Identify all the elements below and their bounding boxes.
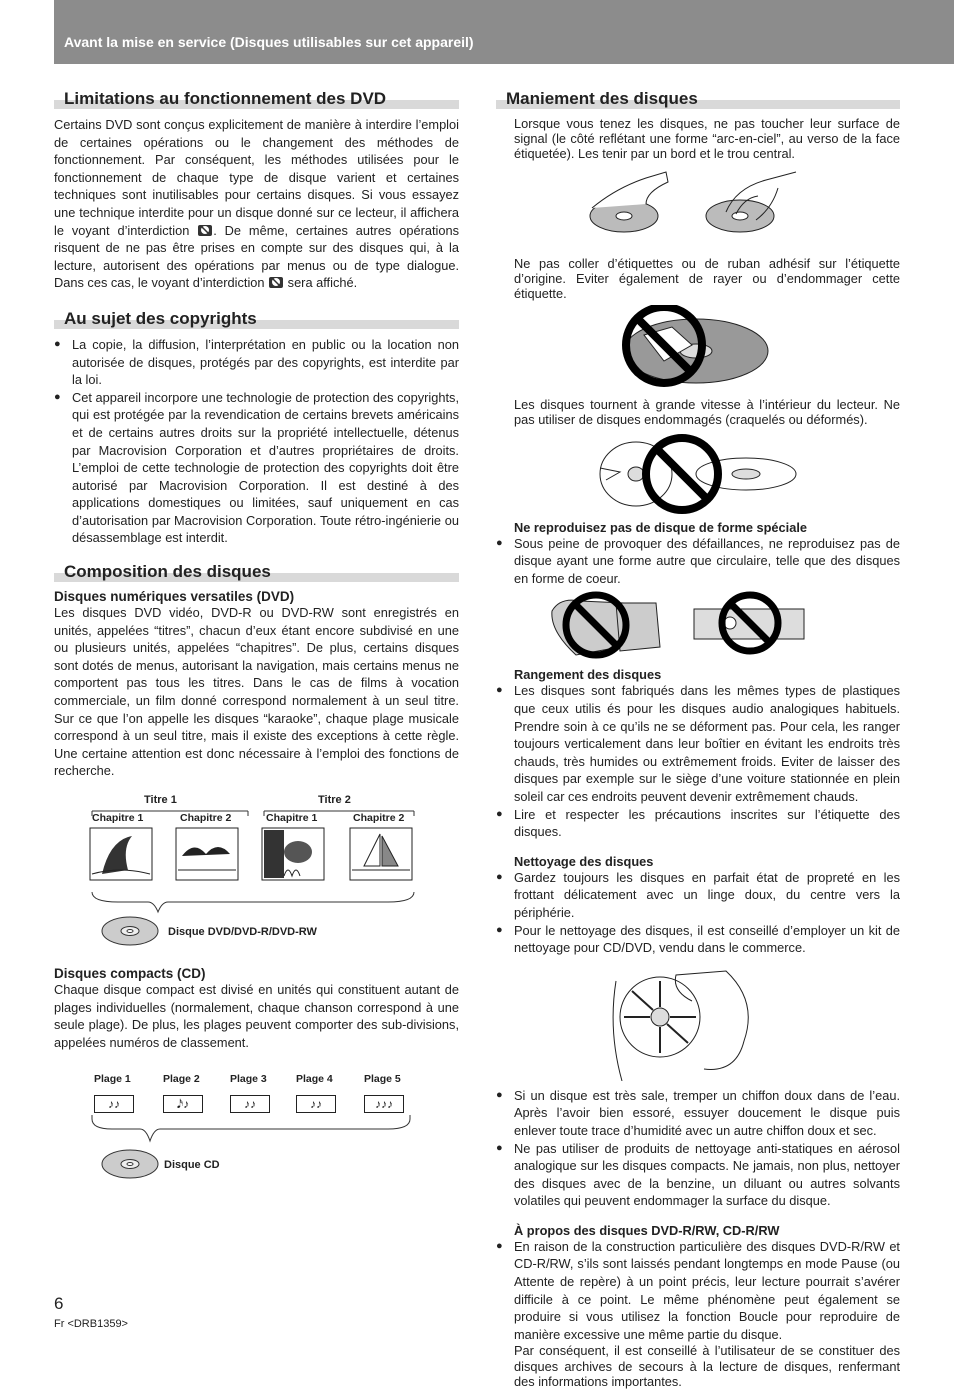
special-shape-disc-illustration [496, 591, 900, 665]
chapter-label: Chapitre 1 [92, 812, 144, 824]
page-footer [54, 1294, 128, 1330]
dvdr-title: À propos des disques DVD-R/RW, CD-R/RW [514, 1222, 780, 1238]
header-title: Avant la mise en service (Disques utilisables sur cet appareil) [64, 34, 474, 50]
chapter-images [88, 826, 418, 888]
list-item: ● Lire et respecter les précautions inscrites sur l’étiquette des disques. [496, 806, 900, 841]
list-item: ● Pour le nettoyage des disques, il est conseillé d’employer un kit de nettoyage pour CD/DVD, vendu dans le commerce. [496, 922, 900, 957]
dvd-disc-icon [100, 914, 160, 948]
list-item: ● Gardez toujours les disques en parfait état de propreté en les frottant délicatement avec un linge doux, du centre vers la périphérie. [496, 869, 900, 922]
dvd-subtitle: Disques numériques versatiles (DVD) [54, 589, 295, 605]
prohibition-icon [197, 223, 213, 237]
cd-subtitle: Disques compacts (CD) [54, 966, 206, 981]
titre1-label: Titre 1 [144, 794, 177, 806]
note-box: ♪♪♪ [364, 1095, 404, 1113]
hand-holding-disc-illustration [496, 168, 900, 248]
rangement-title: Rangement des disques [514, 667, 662, 683]
chapter-label: Chapitre 1 [266, 812, 318, 824]
right-column [496, 88, 900, 1389]
list-item: ● Les disques sont fabriqués dans les mêmes types de plastiques que ceux utilis és pour les disques audio analogiques habituels. Prendre soin à ce qu’ils ne se déforment pas. Pour cela, les ranger toujours verticalement dans leur boîtier en évitant les endroits très chauds, très humides ou extrêmement froids. Eviter de laisser des disques par exemple sur le siège d’une voiture stationnée en plein soleil car ces endroits peuvent devenir extrêmement chauds. [496, 682, 900, 805]
maniement-text-3: Les disques tournent à grande vitesse à l’intérieur du lecteur. Ne pas utiliser de disques endommagés (craquelés ou déformés). [514, 397, 900, 428]
dolphin-image [90, 828, 152, 880]
plage-label: Plage 2 [163, 1073, 200, 1086]
chapter-label: Chapitre 2 [180, 812, 232, 824]
no-sticker-illustration [496, 305, 900, 391]
birds-image [176, 828, 238, 880]
plage-label: Plage 5 [364, 1073, 401, 1086]
section-limitations [54, 88, 459, 110]
list-item: ● Si un disque est très sale, tremper un chiffon doux dans de l’eau. Après l’avoir bien essoré, essuyer doucement le disque puis enlever toute trace d’humidité avec un autre chiffon doux et sec. [496, 1087, 900, 1140]
copyrights-list [54, 336, 459, 547]
plage-label: Plage 1 [94, 1073, 131, 1086]
dvd-disc-label: Disque DVD/DVD-R/DVD-RW [168, 926, 317, 938]
cd-disc-icon [100, 1147, 160, 1181]
plage-label: Plage 3 [230, 1073, 267, 1086]
list-item: ● Sous peine de provoquer des défaillances, ne reproduisez pas de disque ayant une forme autre que circulaire, telle que des disques en forme de coeur. [496, 535, 900, 588]
document-code: Fr <DRB1359> [54, 1318, 128, 1330]
note-box: ♪♪ [296, 1095, 336, 1113]
page-number: 6 [54, 1294, 64, 1313]
left-column [54, 88, 459, 1197]
note-box: ♪♪ [94, 1095, 134, 1113]
header-bar [54, 0, 954, 64]
list-item: ● La copie, la diffusion, l’interprétation en public ou la location non autorisée de disques, protégés par des copyrights, est interdite par la loi. [54, 336, 459, 389]
plage-label: Plage 4 [296, 1073, 333, 1086]
cd-structure-figure [54, 1067, 459, 1197]
dvd-text: Les disques DVD vidéo, DVD-R ou DVD-RW sont enregistrés en unités, appelées “titres”, chacun d’eux étant encore subdivisé en une ou plusieurs unités, appelées “chapitres”. De plus, certains disques sont dotés de menus, autorisant la navigation, mais certains menus ne comportent pas tous les titres. Dans le cas de films à vocation commerciale, un film donné correspond normalement à un seul titre. Sur ce que l’on appelle les disques “karaoke”, chaque plage musicale correspond à un seul titre, mais il existe des exceptions à cette règle. Une certaine attention est donc nécessaire à l’emploi des fonctions de recherche. [54, 605, 459, 779]
maniement-text-2: Ne pas coller d’étiquettes ou de ruban adhésif sur l’étiquette d’origine. Eviter également de rayer ou d’endommager cette étiquette. [514, 255, 900, 302]
maniement-text-1: Lorsque vous tenez les disques, ne pas toucher leur surface de signal (le côté reflétant une forme “arc-en-ciel”, au verso de la face étiquetée). Les tenir par un bord et le trou central. [514, 116, 900, 162]
limitations-text: Certains DVD sont conçus explicitement de manière à interdire l’emploi de certaines opérations ou le changement des méthodes de fonctionnement. Par conséquent, les méthodes utilisées pour le fonctionnement de chaque type de disque varient et certaines techniques sont inutilisables pour certains disques. Si vous essayez une technique interdite pour un disque donné sur ce lecteur, il affichera le voyant d’interdiction . De même, certaines autres opérations risquent de ne pas être prises en compte sur des disques qui, à la lecture, autorisent des opérations par menus ou de type dialogue. Dans ces cas, le voyant d’interdiction sera affiché. [54, 117, 459, 291]
note-box: 𝅘𝅥𝅯♪ [163, 1095, 203, 1113]
list-item: ● Ne pas utiliser de produits de nettoyage anti-statiques en aérosol analogique sur les disques compacts. Ne jamais, non plus, nettoyer des disques avec de la benzine, un diluant ou autres solvants volatiles qui peuvent endommager la surface du disque. [496, 1140, 900, 1210]
section-copyrights [54, 308, 459, 330]
dvdr-list [496, 1238, 900, 1344]
section-maniement [496, 88, 900, 110]
note-box: ♪♪ [230, 1095, 270, 1113]
dvd-structure-figure [54, 790, 459, 960]
dvdr-text: Par conséquent, il est conseillé à l’utilisateur de se constituer des disques archives de secours à la lecture de disques, renfermant des informations importantes. [514, 1343, 900, 1389]
prohibition-icon [268, 275, 284, 289]
cd-disc-label: Disque CD [164, 1159, 220, 1172]
cleaning-disc-illustration [496, 961, 900, 1081]
copyrights-title: Au sujet des copyrights [64, 308, 257, 328]
composition-title: Composition des disques [64, 562, 271, 582]
section-composition [54, 561, 459, 583]
list-item: ● Cet appareil incorpore une technologie de protection des copyrights, qui est protégée par la revendication de certains brevets américains et de certains autres droits sur la propriété intellectuelle, détenus par Macrovision Corporation et d’autres propriétaires de droits. L’emploi de cette technologie de protection des copyrights doit être autorisé par Macrovision Corporation. Il est destiné à des applications domestiques ou limitées, sauf uniquement en cas d’autorisation par Macrovision Corporation. Toute rétro-ingénierie ou désassemblage est interdit. [54, 389, 459, 547]
cd-text: Chaque disque compact est divisé en unités qui constituent autant de plages individuelles (normalement, chaque chanson correspond à une seule plage). De plus, les plages peuvent comporter des sub-divisions, appelées numéros de classement. [54, 982, 459, 1050]
list-item: ● En raison de la construction particulière des disques DVD-R/RW et CD-R/RW, s’ils sont laissés pendant longtemps en mode Pause (ou Attente de repère) à un point précis, leur lecture pourrait s’avérer difficile à ce point. Le même phénomène peut également se produire si vous utilisez la fonction Boucle pour reproduire de manière excessive une même partie du disque. [496, 1238, 900, 1344]
titre2-label: Titre 2 [318, 794, 351, 806]
forme-list [496, 535, 900, 588]
limitations-title: Limitations au fonctionnement des DVD [64, 89, 387, 108]
sailboat-image [350, 828, 412, 880]
maniement-title: Maniement des disques [506, 89, 698, 108]
chapter-label: Chapitre 2 [353, 812, 405, 824]
nettoyage-list-1 [496, 869, 900, 957]
damaged-disc-illustration [496, 432, 900, 516]
fish-image [262, 828, 324, 880]
nettoyage-list-2 [496, 1087, 900, 1210]
rangement-list [496, 682, 900, 840]
forme-title: Ne reproduisez pas de disque de forme spéciale [514, 519, 808, 535]
nettoyage-title: Nettoyage des disques [514, 853, 654, 869]
